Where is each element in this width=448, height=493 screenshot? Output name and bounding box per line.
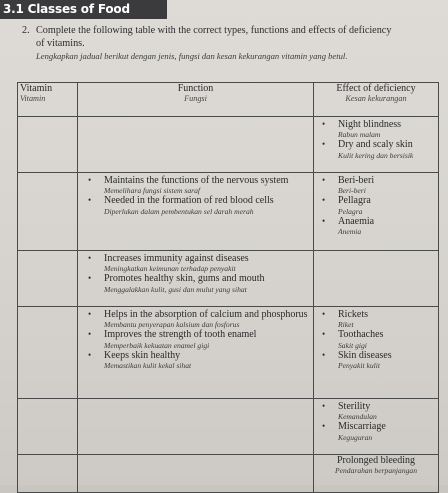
list-item: • Keeps skin healthy Memastikan kulit kekal sihat (78, 350, 311, 370)
list-item: • Miscarriage Keguguran (314, 421, 436, 441)
effect-cell (314, 117, 439, 173)
table-header-row (18, 83, 439, 117)
list-item: • Needed in the formation of red blood cells Diperlukan dalam pembentukan sel darah merah (78, 195, 311, 215)
section-title: 3.1 Classes of Food (0, 0, 167, 19)
table-row (18, 307, 439, 399)
list-item: • Pellagra Pelagra (314, 195, 436, 215)
effect-cell (314, 307, 439, 399)
table-row (18, 251, 439, 307)
list-item: • Promotes healthy skin, gums and mouth Menggalakkan kulit, gusi dan mulut yang sihat (78, 273, 311, 293)
table-row (18, 455, 439, 493)
vitamin-answer-cell[interactable] (18, 307, 78, 399)
effect-cell: Prolonged bleeding Pendarahan berpanjangan (314, 455, 439, 493)
list-item: • Improves the strength of tooth enamel Memperbaik kekuatan enamel gigi (78, 329, 311, 349)
function-answer-cell[interactable] (78, 117, 314, 173)
question-translation: Lengkapkan jadual berikut dengan jenis, fungsi dan kesan kekurangan vitamin yang betul. (36, 51, 348, 61)
effect-answer-cell[interactable] (314, 251, 439, 307)
vitamin-answer-cell[interactable] (18, 117, 78, 173)
list-item: • Toothaches Sakit gigi (314, 329, 436, 349)
list-item: • Sterility Kemandulan (314, 401, 436, 421)
list-item: • Night blindness Rabun malam (314, 119, 436, 139)
vitamin-answer-cell[interactable] (18, 455, 78, 493)
function-cell (78, 307, 314, 399)
function-answer-cell[interactable] (78, 455, 314, 493)
table-row (18, 117, 439, 173)
vitamin-table (17, 82, 439, 493)
list-item: • Maintains the functions of the nervous system Memelihara fungsi sistem saraf (78, 175, 311, 195)
list-item: • Dry and scaly skin Kulit kering dan bersisik (314, 139, 436, 159)
list-item: • Skin diseases Penyakit kulit (314, 350, 436, 370)
list-item: • Rickets Riket (314, 309, 436, 329)
question-text-line2: of vitamins. (36, 37, 85, 49)
header-effect: Effect of deficiency Kesan kekurangan (314, 83, 439, 117)
table-row (18, 399, 439, 455)
vitamin-answer-cell[interactable] (18, 399, 78, 455)
function-cell (78, 173, 314, 251)
header-vitamin: Vitamin Vitamin (18, 83, 78, 117)
function-answer-cell[interactable] (78, 399, 314, 455)
effect-cell (314, 173, 439, 251)
list-item: • Helps in the absorption of calcium and phosphorus Membantu penyerapan kalsium dan fosforus (78, 309, 311, 329)
function-cell (78, 251, 314, 307)
question-number: 2. (22, 25, 30, 36)
question-block (22, 25, 437, 63)
header-function: Function Fungsi (78, 83, 314, 117)
effect-cell (314, 399, 439, 455)
question-text-line1: Complete the following table with the correct types, functions and effects of deficiency (36, 25, 392, 36)
table-row (18, 173, 439, 251)
vitamin-answer-cell[interactable] (18, 251, 78, 307)
vitamin-answer-cell[interactable] (18, 173, 78, 251)
list-item: • Beri-beri Beri-beri (314, 175, 436, 195)
list-item: • Increases immunity against diseases Meningkatkan keimunan terhadap penyakit (78, 253, 311, 273)
list-item: • Anaemia Anemia (314, 216, 436, 236)
